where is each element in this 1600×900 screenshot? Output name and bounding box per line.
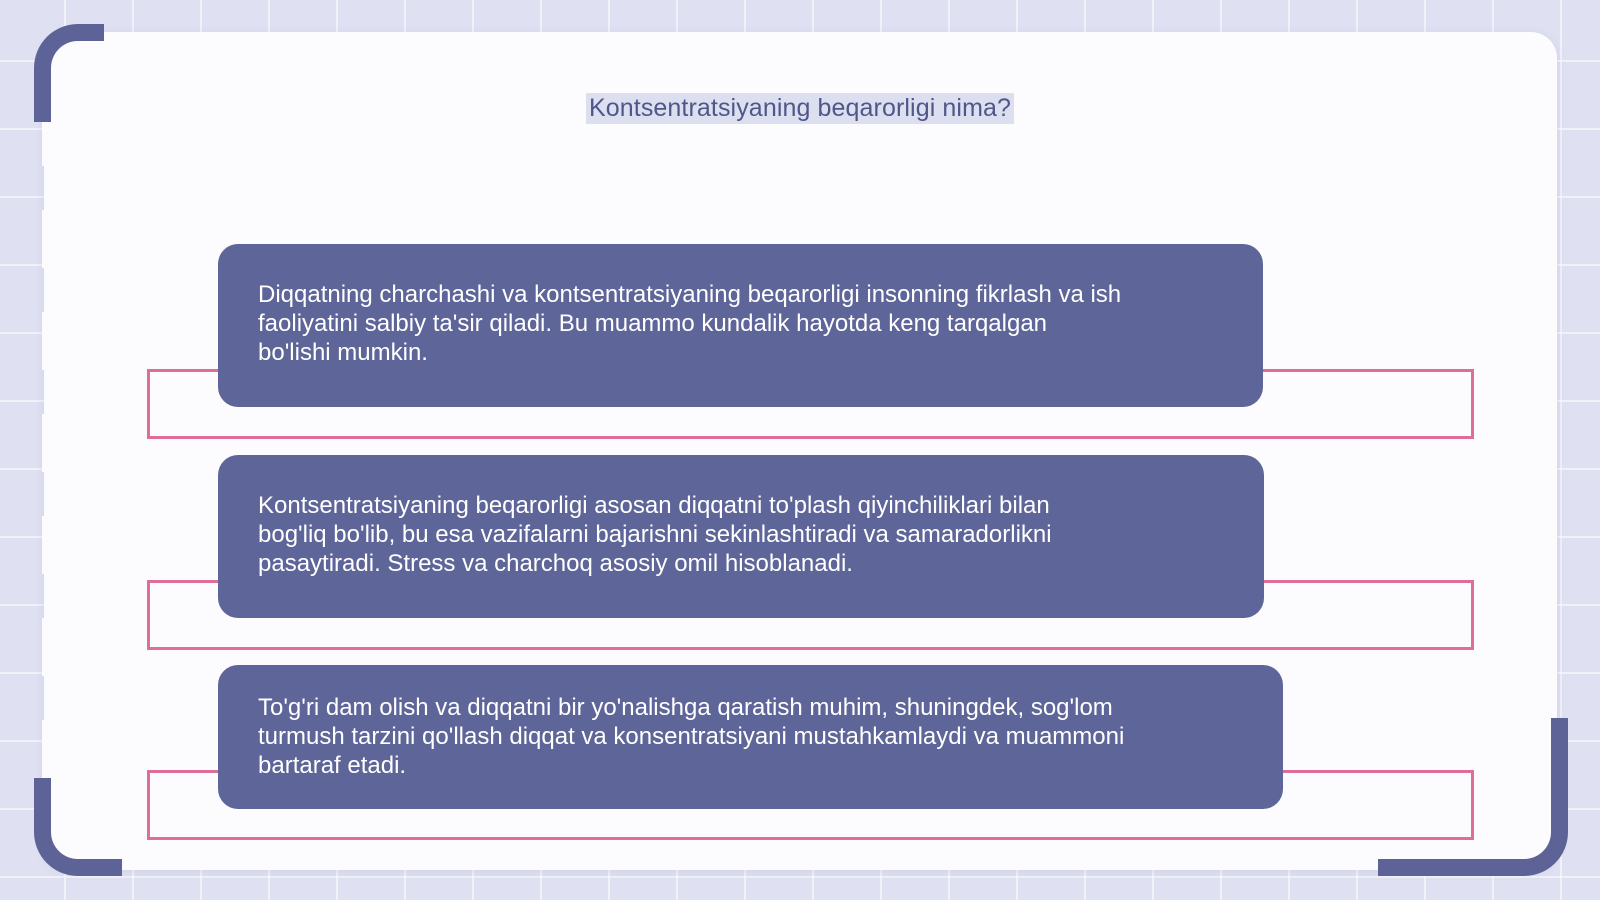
page-title-text: Kontsentratsiyaning beqarorligi nima? [586,93,1014,124]
text-box [218,455,1264,618]
text-line: Diqqatning charchashi va kontsentratsiyaning beqarorligi insonning fikrlash va ish [258,281,1122,308]
text-line: bog'liq bo'lib, bu esa vazifalarni bajarishni sekinlashtiradi va samaradorlikni [258,521,1052,548]
text-box [218,665,1283,809]
text-line: bo'lishi mumkin. [258,339,428,366]
text-line: pasaytiradi. Stress va charchoq asosiy omil hisoblanadi. [258,550,853,577]
text-box [218,244,1263,407]
corner-bracket-bottom-left [34,778,122,876]
text-line: faoliyatini salbiy ta'sir qiladi. Bu muammo kundalik hayotda keng tarqalgan [258,310,1048,337]
page-title [0,93,1600,124]
text-line: turmush tarzini qo'llash diqqat va konsentratsiyani mustahkamlaydi va muammoni [258,723,1125,750]
text-line: To'g'ri dam olish va diqqatni bir yo'nalishga qaratish muhim, shuningdek, sog'lom [258,694,1113,721]
text-line: bartaraf etadi. [258,752,407,779]
text-line: Kontsentratsiyaning beqarorligi asosan diqqatni to'plash qiyinchiliklari bilan [258,492,1050,519]
